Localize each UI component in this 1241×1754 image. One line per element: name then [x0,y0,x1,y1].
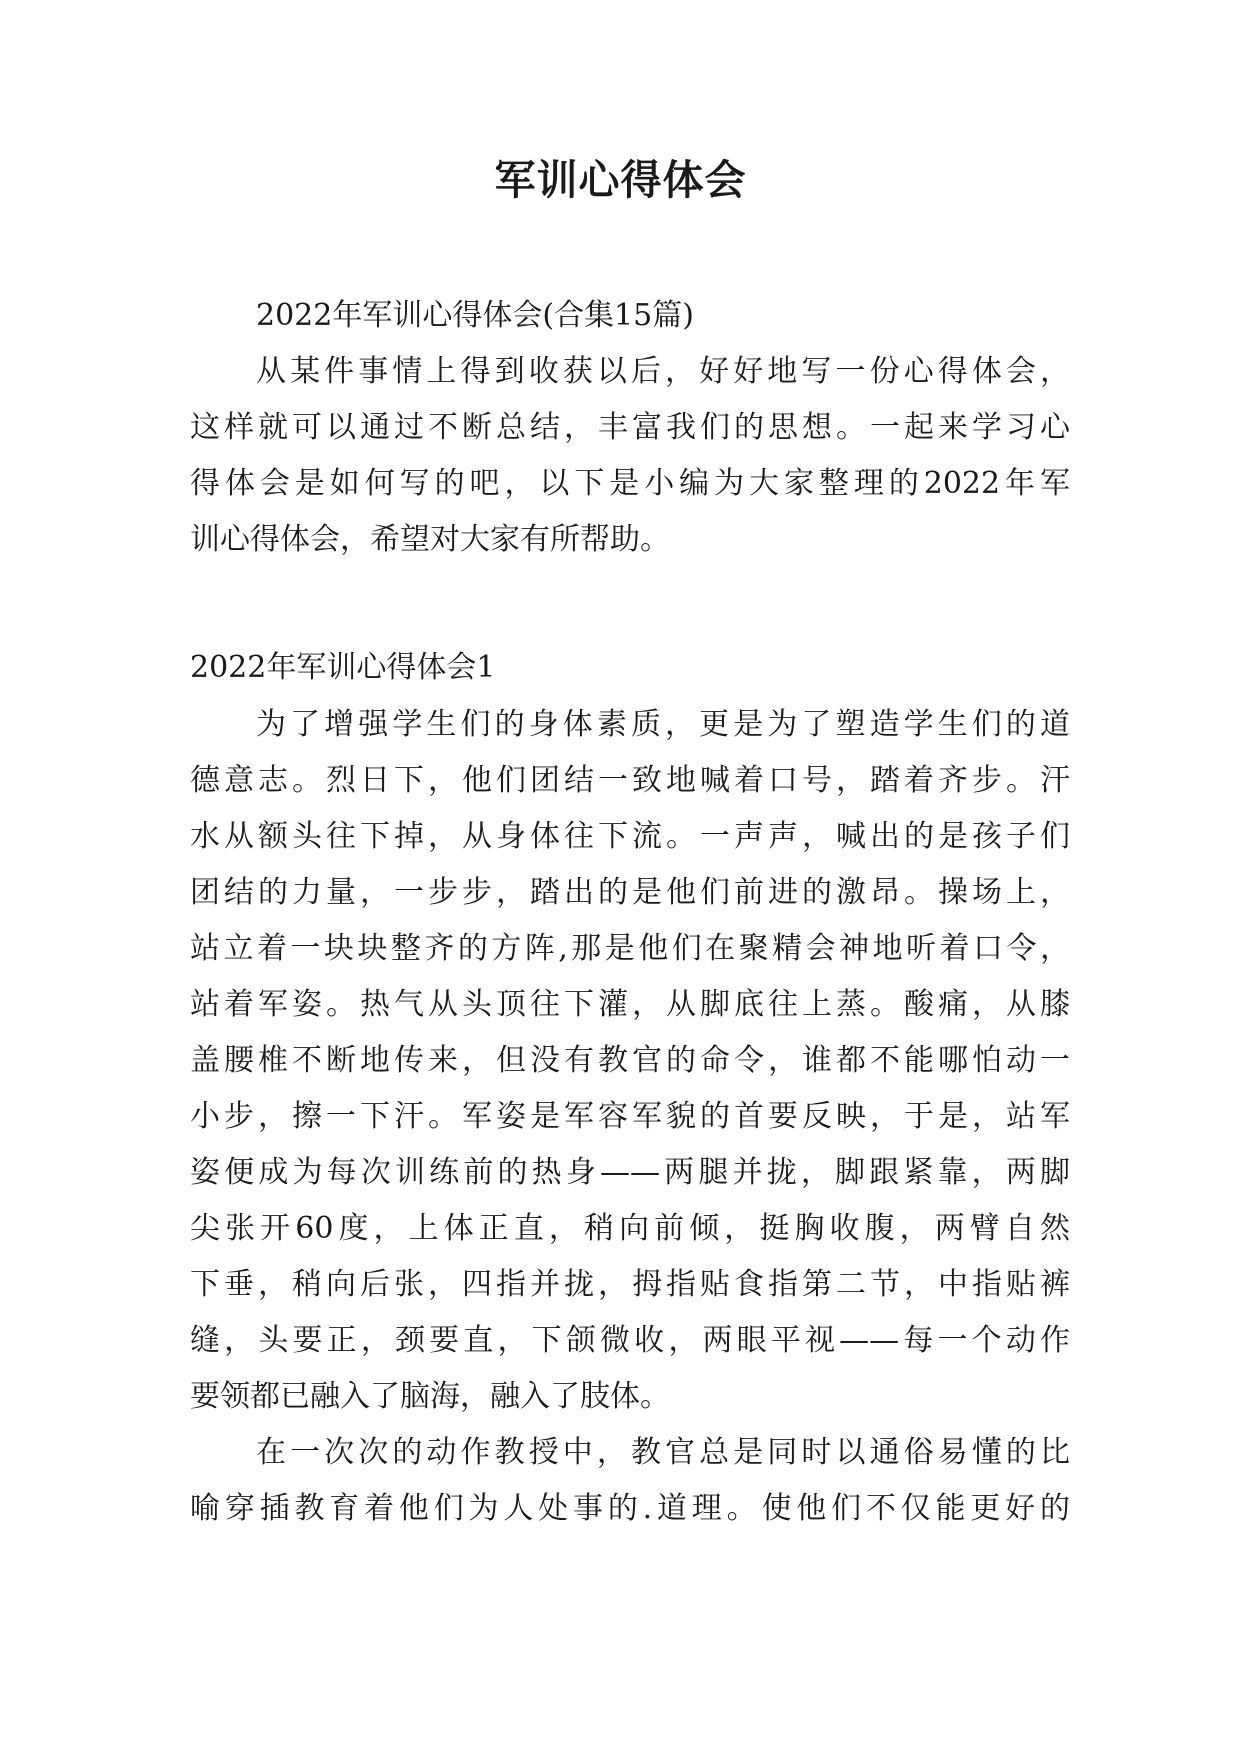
paragraph-line: 小步，擦一下汗。军姿是军容军貌的首要反映，于是，站军 [190,1099,1070,1134]
section-heading: 2022年军训心得体会1 [190,650,496,685]
document-title: 军训心得体会 [494,156,747,204]
intro-line: 训心得体会，希望对大家有所帮助。 [190,522,670,557]
paragraph-line: 为了增强学生们的身体素质，更是为了塑造学生们的道 [256,707,1070,742]
document-subtitle: 2022年军训心得体会(合集15篇) [256,298,694,333]
paragraph-line: 团结的力量，一步步，踏出的是他们前进的激昂。操场上， [190,875,1070,910]
intro-line: 这样就可以通过不断总结，丰富我们的思想。一起来学习心 [190,410,1070,445]
paragraph-line: 德意志。烈日下，他们团结一致地喊着口号，踏着齐步。汗 [190,763,1070,798]
paragraph-line: 尖张开60度，上体正直，稍向前倾，挺胸收腹，两臂自然 [190,1211,1070,1246]
paragraph-line: 站立着一块块整齐的方阵,那是他们在聚精会神地听着口令， [190,931,1070,966]
paragraph-line: 下垂，稍向后张，四指并拢，拇指贴食指第二节，中指贴裤 [190,1267,1070,1302]
paragraph-line: 盖腰椎不断地传来，但没有教官的命令，谁都不能哪怕动一 [190,1043,1070,1078]
paragraph-line: 喻穿插教育着他们为人处事的.道理。使他们不仅能更好的 [190,1491,1070,1526]
paragraph-line: 在一次次的动作教授中，教官总是同时以通俗易懂的比 [256,1435,1070,1470]
intro-line: 得体会是如何写的吧，以下是小编为大家整理的2022年军 [190,466,1070,501]
paragraph-line: 水从额头往下掉，从身体往下流。一声声，喊出的是孩子们 [190,819,1070,854]
paragraph-line: 站着军姿。热气从头顶往下灌，从脚底往上蒸。酸痛，从膝 [190,987,1070,1022]
paragraph-line: 姿便成为每次训练前的热身——两腿并拢，脚跟紧靠，两脚 [190,1155,1070,1190]
paragraph-line: 要领都已融入了脑海，融入了肢体。 [190,1379,670,1414]
intro-line: 从某件事情上得到收获以后，好好地写一份心得体会， [256,354,1070,389]
paragraph-line: 缝，头要正，颈要直，下颌微收，两眼平视——每一个动作 [190,1323,1070,1358]
